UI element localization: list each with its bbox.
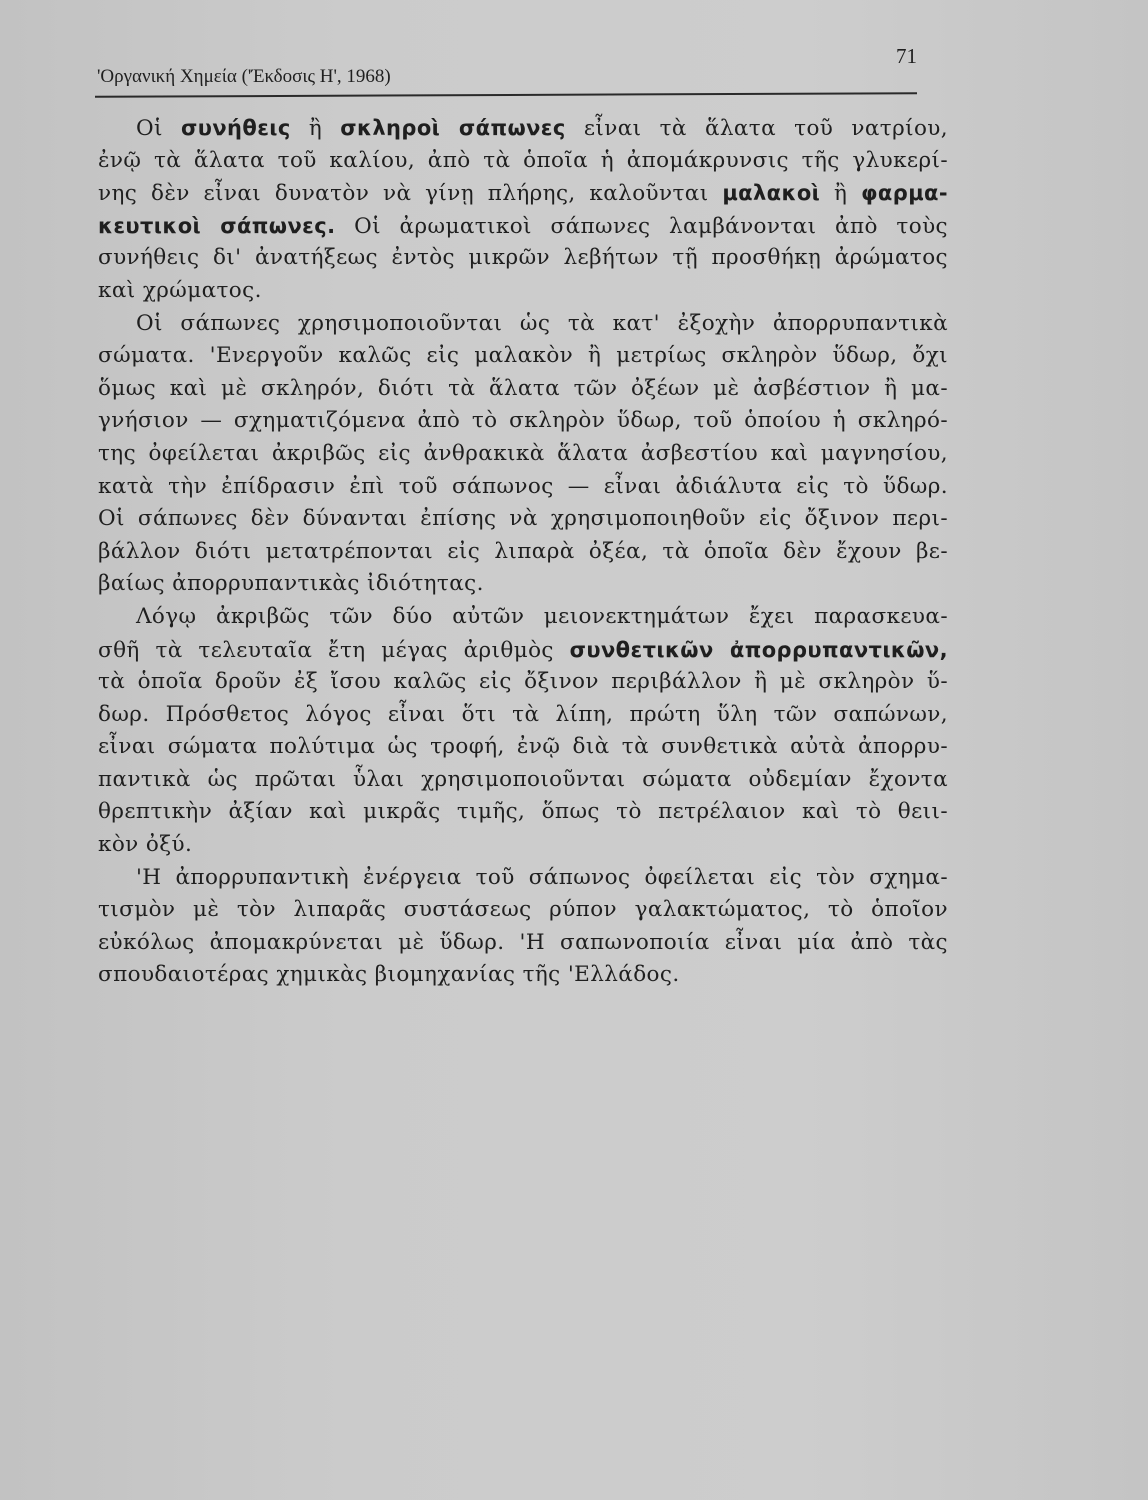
text-line xyxy=(98,242,948,275)
text-run: εὐκόλως ἀπομακρύνεται μὲ ὕδωρ. 'Η σαπωνοποιία εἶναι μία ἀπὸ τὰς xyxy=(98,929,948,955)
text-line xyxy=(98,438,948,471)
bold-term: φαρμα- xyxy=(861,181,948,206)
text-line xyxy=(98,536,948,569)
text-line xyxy=(98,308,948,341)
text-run: εἶναι σώματα πολύτιμα ὡς τροφή, ἐνῷ διὰ τὰ συνθετικὰ αὐτὰ ἀπορρυ- xyxy=(98,734,948,760)
text-run: Λόγῳ ἀκριβῶς τῶν δύο αὐτῶν μειονεκτημάτων ἔχει παρασκευα- xyxy=(136,603,948,629)
text-run: καὶ χρώματος. xyxy=(98,277,262,303)
text-run: συνήθεις δι' ἀνατήξεως ἐντὸς μικρῶν λεβήτων τῇ προσθήκῃ ἀρώματος xyxy=(98,245,948,271)
text-run: Οἱ xyxy=(136,116,181,141)
text-line xyxy=(98,634,948,667)
text-run: κατὰ τὴν ἐπίδρασιν ἐπὶ τοῦ σάπωνος — εἶναι ἀδιάλυτα εἰς τὸ ὕδωρ. xyxy=(98,473,948,499)
text-run: σώματα. 'Ενεργοῦν καλῶς εἰς μαλακὸν ἢ μετρίως σκληρὸν ὕδωρ, ὄχι xyxy=(98,343,948,369)
text-run: Οἱ σάπωνες δὲν δύνανται ἐπίσης νὰ χρησιμοποιηθοῦν εἰς ὄξινον περι- xyxy=(98,506,948,532)
text-line xyxy=(98,894,948,927)
text-run: ὅμως καὶ μὲ σκληρόν, διότι τὰ ἅλατα τῶν ὀξέων μὲ ἀσβέστιον ἢ μα- xyxy=(98,375,948,401)
text-line xyxy=(98,764,948,797)
text-run: βάλλον διότι μετατρέπονται εἰς λιπαρὰ ὀξέα, τὰ ὁποῖα δὲν ἔχουν βε- xyxy=(98,538,948,564)
text-line xyxy=(98,373,948,406)
running-title: 'Οργανική Χημεία ('Έκδοσις Η', 1968) xyxy=(97,66,391,87)
text-run: 'Η ἀπορρυπαντικὴ ἐνέργεια τοῦ σάπωνος ὀφείλεται εἰς τὸν σχημα- xyxy=(136,864,948,890)
text-line xyxy=(98,405,948,438)
text-run: ἢ xyxy=(820,181,862,207)
text-run: δωρ. Πρόσθετος λόγος εἶναι ὅτι τὰ λίπη, πρώτη ὕλη τῶν σαπώνων, xyxy=(98,701,948,727)
text-line xyxy=(98,275,948,308)
text-line xyxy=(98,177,948,210)
text-run: παντικὰ ὡς πρῶται ὗλαι χρησιμοποιοῦνται σώματα οὐδεμίαν ἔχοντα xyxy=(98,766,948,792)
text-run: τισμὸν μὲ τὸν λιπαρᾶς συστάσεως ρύπον γαλακτώματος, τὸ ὁποῖον xyxy=(98,897,948,923)
text-run: κὸν ὀξύ. xyxy=(98,832,193,858)
text-line xyxy=(98,145,948,178)
bold-term: συνθετικῶν ἀπορρυπαντικῶν, xyxy=(569,637,948,662)
text-line xyxy=(98,862,948,895)
text-line xyxy=(98,796,948,829)
text-run: βαίως ἀπορρυπαντικὰς ἰδιότητας. xyxy=(98,571,484,597)
bold-term: κευτικοὶ σάπωνες. xyxy=(98,213,336,238)
text-line xyxy=(98,601,948,634)
text-line xyxy=(98,568,948,601)
text-run: θρεπτικὴν ἀξίαν καὶ μικρᾶς τιμῆς, ὅπως τὸ πετρέλαιον καὶ τὸ θειι- xyxy=(98,799,948,825)
page-header xyxy=(97,44,917,96)
text-line xyxy=(98,471,948,504)
text-line xyxy=(98,666,948,699)
text-run: σθῆ τὰ τελευταῖα ἔτη μέγας ἀριθμὸς xyxy=(98,637,570,663)
paragraph xyxy=(98,601,948,862)
text-run: γνήσιον — σχηματιζόμενα ἀπὸ τὸ σκληρὸν ὕδωρ, τοῦ ὁποίου ἡ σκληρό- xyxy=(98,408,948,434)
text-line xyxy=(98,112,948,145)
text-run: Οἱ ἀρωματικοὶ σάπωνες λαμβάνονται ἀπὸ τοὺς xyxy=(335,213,948,239)
bold-term: μαλακοὶ xyxy=(722,181,821,206)
text-run: σπουδαιοτέρας χημικὰς βιομηχανίας τῆς 'Ελλάδος. xyxy=(98,962,680,988)
text-run: ἐνῷ τὰ ἅλατα τοῦ καλίου, ἀπὸ τὰ ὁποῖα ἡ ἀπομάκρυνσις τῆς γλυκερί- xyxy=(98,147,948,173)
bold-term: συνήθεις xyxy=(181,116,291,140)
text-line xyxy=(98,503,948,536)
text-line xyxy=(98,731,948,764)
text-run: εἶναι τὰ ἅλατα τοῦ νατρίου, xyxy=(565,116,948,141)
text-line xyxy=(98,210,948,243)
body-text xyxy=(98,112,948,992)
text-run: τὰ ὁποῖα δροῦν ἐξ ἴσου καλῶς εἰς ὄξινον περιβάλλον ἢ μὲ σκληρὸν ὕ- xyxy=(98,669,948,695)
paragraph xyxy=(98,308,948,601)
page-number: 71 xyxy=(896,44,917,68)
text-line xyxy=(98,340,948,373)
text-line xyxy=(98,959,948,992)
text-line xyxy=(98,699,948,732)
bold-term: σκληροὶ σάπωνες xyxy=(340,116,566,140)
text-run: της ὀφείλεται ἀκριβῶς εἰς ἀνθρακικὰ ἅλατα ἀσβεστίου καὶ μαγνησίου, xyxy=(98,440,948,466)
paragraph xyxy=(98,862,948,992)
text-line xyxy=(98,829,948,862)
text-run: ἢ xyxy=(290,116,341,141)
text-run: Οἱ σάπωνες χρησιμοποιοῦνται ὡς τὰ κατ' ἐξοχὴν ἀπορρυπαντικὰ xyxy=(136,310,948,336)
text-line xyxy=(98,927,948,960)
text-run: νης δὲν εἶναι δυνατὸν νὰ γίνῃ πλήρης, καλοῦνται xyxy=(98,181,723,207)
paragraph xyxy=(98,112,948,308)
